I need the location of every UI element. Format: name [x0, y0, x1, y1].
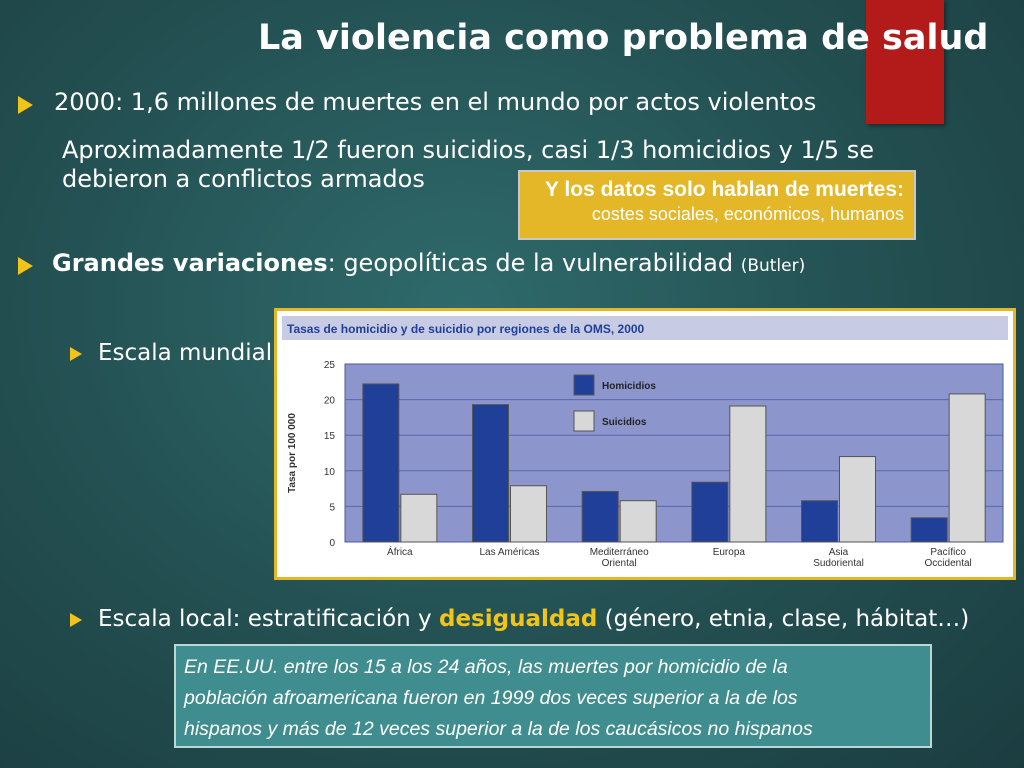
sub-bullet-arrow-icon [70, 347, 82, 361]
bullet-variations [52, 249, 805, 277]
bar-suicidios [840, 457, 876, 542]
y-tick-label: 15 [323, 431, 335, 443]
y-tick-label: 10 [323, 466, 335, 478]
bullet-variations-source: (Butler) [740, 256, 806, 276]
legend-label: Suicidios [602, 417, 647, 428]
callout-usa-line1: En EE.UU. entre los 15 a los 24 años, las muertes por homicidio de la [184, 656, 788, 678]
plot-area [345, 364, 1003, 542]
chart-container [274, 308, 1016, 580]
y-tick-label: 0 [329, 538, 335, 549]
y-axis-label: Tasa por 100 000 [287, 413, 298, 493]
bar-homicidios [911, 518, 947, 542]
callout-usa-homicides [174, 644, 932, 748]
legend-swatch [574, 411, 594, 431]
bullet-deaths-sub-line1: Aproximadamente 1/2 fueron suicidios, casi 1/3 homicidios y 1/5 se [62, 136, 874, 164]
bullet-arrow-icon [18, 257, 33, 275]
x-tick-label: Europa [712, 547, 745, 558]
y-tick-label: 20 [323, 395, 335, 407]
x-tick-label: Las Américas [479, 547, 540, 558]
callout-deaths-heading: Y los datos solo hablan de muertes: [544, 178, 904, 201]
bar-suicidios [511, 486, 547, 542]
x-tick-label: Oriental [601, 558, 637, 569]
callout-deaths-costs [518, 170, 916, 240]
x-tick-label: Asia [828, 547, 849, 558]
homicide-suicide-chart [277, 311, 1013, 577]
bullet-variations-bold: Grandes variaciones [52, 249, 328, 277]
legend-swatch [574, 375, 594, 395]
callout-deaths-sub: costes sociales, económicos, humanos [591, 204, 904, 224]
bar-suicidios [949, 394, 985, 542]
x-tick-label: Occidental [924, 558, 972, 569]
bar-suicidios [730, 406, 766, 542]
x-tick-label: Sudoriental [813, 558, 864, 569]
bullet-local-scale [98, 606, 969, 632]
bullet-local-post: (género, etnia, clase, hábitat…) [597, 606, 970, 632]
bar-homicidios [802, 501, 838, 542]
callout-usa-line2: población afroamericana fueron en 1999 dos veces superior a la de los [184, 687, 798, 709]
bullet-arrow-icon [18, 96, 33, 114]
legend-label: Homicidios [602, 381, 656, 392]
bullet-global-scale: Escala mundial [98, 340, 273, 366]
bullet-local-mid: estratificación y [240, 606, 439, 632]
bullet-local-highlight: desigualdad [438, 606, 598, 632]
bullet-deaths-2000: 2000: 1,6 millones de muertes en el mundo por actos violentos [54, 88, 817, 116]
bullet-variations-rest: : geopolíticas de la vulnerabilidad [327, 249, 741, 277]
bullet-local-pre: Escala local: [98, 606, 241, 632]
x-tick-label: Pacífico [930, 547, 966, 558]
y-tick-label: 25 [323, 360, 335, 371]
bar-suicidios [401, 494, 437, 542]
x-tick-label: Mediterráneo [589, 547, 649, 558]
sub-bullet-arrow-icon [70, 613, 82, 627]
callout-usa-line3: hispanos y más de 12 veces superior a la de los caucásicos no hispanos [184, 718, 813, 740]
x-tick-label: África [387, 547, 413, 558]
page-title: La violencia como problema de salud [258, 18, 989, 58]
bar-homicidios [473, 405, 509, 542]
y-tick-label: 5 [329, 502, 335, 514]
bar-suicidios [620, 501, 656, 542]
chart-title: Tasas de homicidio y de suicidio por regiones de la OMS, 2000 [287, 322, 645, 336]
bar-homicidios [582, 491, 618, 542]
bullet-deaths-sub-line2: debieron a conflictos armados [62, 165, 425, 193]
bar-homicidios [692, 482, 728, 542]
bar-homicidios [363, 384, 399, 542]
